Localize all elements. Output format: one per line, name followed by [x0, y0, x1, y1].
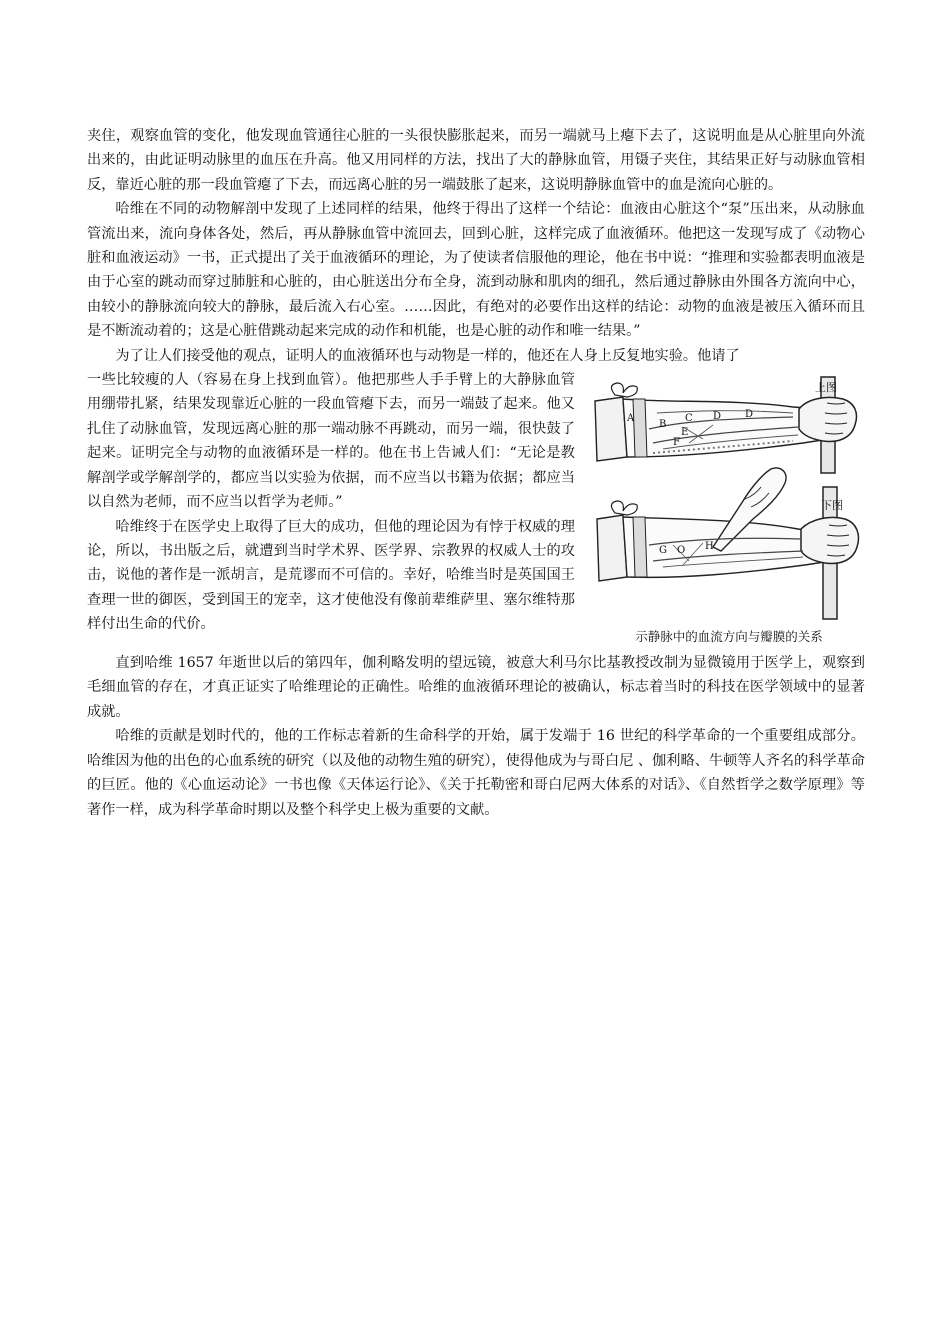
- paragraph-4: 哈维终于在医学史上取得了巨大的成功，但他的理论因为有悖于权威的理论，所以，书出版之后，就遭到当时学术界、医学界、宗教界的权威人士的攻击，说他的著作是一派胡言，是荒谬而不可信的。幸好，哈维当时是英国国王查理一世的御医，受到国王的宠幸，这才使他没有像前辈维萨里、塞尔维特那样付出生命的代价。: [87, 518, 575, 633]
- paragraph-1: 夹住，观察血管的变化，他发现血管通往心脏的一头很快膨胀起来，而另一端就马上瘪下去了，这说明血是从心脏里向外流出来的，由此证明动脉里的血压在升高。他又用同样的方法，找出了大的静脉血管，用镊子夹住，其结果正好与动脉血管相反，靠近心脏的那一段血管瘪了下去，而远离心脏的另一端鼓胀了起来，这说明静脉血管中的血是流向心脏的。: [87, 128, 865, 193]
- bottom-figure-label: 下图: [821, 499, 843, 513]
- paragraph-2: 哈维在不同的动物解剖中发现了上述同样的结果，他终于得出了这样一个结论：血液由心脏这个“泵”压出来，从动脉血管流出来，流向身体各处，然后，再从静脉血管中流回去，回到心脏，这样完成了血液循环。他把这一发现写成了《动物心脏和血液运动》一书，正式提出了关于血液循环的理论，为了使读者信服他的理论，他在书中说：“推理和实验都表明血液是由于心室的跳动而穿过肺脏和心脏的，由心脏送出分布全身，流到动脉和肌肉的细孔，然后通过静脉由外围各方流向中心，由较小的静脉流向较大的静脉，最后流入右心室。……因此，有绝对的必要作出这样的结论：动物的血液是被压入循环而且是不断流动着的；这是心脏借跳动起来完成的动作和机能，也是心脏的动作和唯一结果。”: [87, 201, 865, 340]
- figure-caption: 示静脉中的血流方向与瓣膜的关系: [635, 629, 823, 645]
- paragraph-3-lead: 为了让人们接受他的观点，证明人的血液循环也与动物是一样的，他还在人身上反复地实验。他请了: [115, 347, 740, 364]
- top-figure-label: 上图: [815, 381, 837, 395]
- svg-text:A: A: [627, 413, 635, 425]
- svg-text:H: H: [705, 541, 714, 553]
- svg-text:F: F: [673, 437, 680, 449]
- svg-text:E: E: [681, 427, 689, 439]
- paragraph-3-wrapped: 一些比较瘦的人（容易在身上找到血管）。他把那些人手手臂上的大静脉血管用绷带扎紧，结果发现靠近心脏的一段血管瘪下去，而另一端鼓了起来。他又扎住了动脉血管，发现远离心脏的那一端动脉不再跳动，而另一端，很快鼓了起来。证明完全与动物的血液循环是一样的。他在书上告诫人们：“无论是教解剖学或学解剖学的，都应当以实验为依据，而不应当以书籍为依据；都应当以自然为老师，而不应当以哲学为老师。”: [87, 372, 575, 511]
- arm-vein-illustration: [593, 369, 865, 651]
- svg-text:G: G: [659, 545, 667, 557]
- svg-text:B: B: [659, 419, 667, 431]
- bottom-arm: [597, 468, 859, 619]
- svg-text:D: D: [745, 409, 754, 421]
- document-page: [87, 124, 865, 822]
- svg-text:O: O: [677, 545, 686, 557]
- paragraph-5: 直到哈维 1657 年逝世以后的第四年，伽利略发明的望远镜，被意大利马尔比基教授改制为显微镜用于医学上，观察到毛细血管的存在，才真正证实了哈维理论的正确性。哈维的血液循环理论的被确认，标志着当时的科技在医学领域中的显著成就。: [87, 655, 865, 720]
- arm-vein-drawing: [593, 369, 865, 651]
- svg-text:C: C: [685, 413, 693, 425]
- top-arm: [595, 377, 857, 473]
- svg-text:D: D: [713, 411, 722, 423]
- paragraph-6: 哈维的贡献是划时代的，他的工作标志着新的生命科学的开始，属于发端于 16 世纪的科学革命的一个重要组成部分。哈维因为他的出色的心血系统的研究（以及他的动物生殖的研究），使得他成为与哥白尼 、伽利略、牛顿等人齐名的科学革命的巨匠。他的《心血运动论》一书也像《天体运行论》、《关于托勒密和哥白尼两大体系的对话》、《自然哲学之数学原理》等著作一样，成为科学革命时期以及整个科学史上极为重要的文献。: [87, 728, 865, 818]
